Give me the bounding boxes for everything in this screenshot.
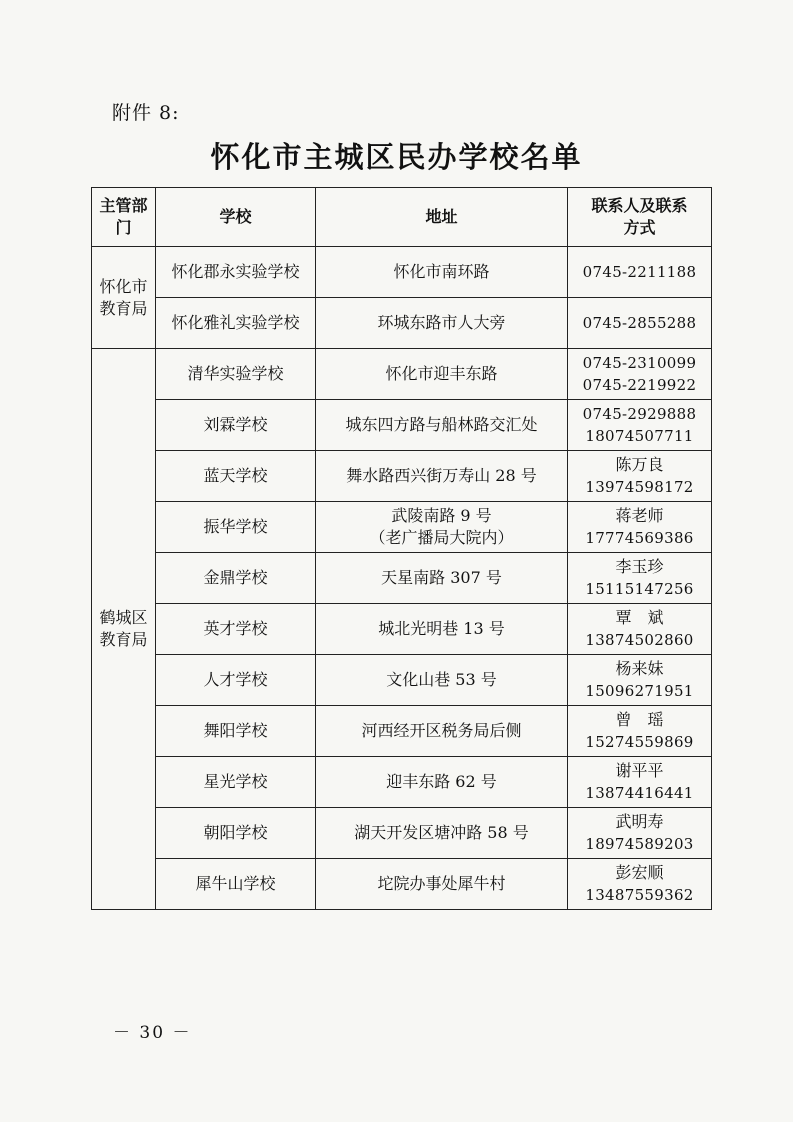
contact-cell <box>568 757 712 808</box>
school-cell: 刘霖学校 <box>156 400 316 451</box>
address-cell: 湖天开发区塘冲路 58 号 <box>316 808 568 859</box>
school-cell: 怀化郡永实验学校 <box>156 247 316 298</box>
header-contact: 联系人及联系方式 <box>568 188 712 247</box>
header-dept: 主管部门 <box>92 188 156 247</box>
address-cell: 环城东路市人大旁 <box>316 298 568 349</box>
school-cell: 人才学校 <box>156 655 316 706</box>
table-row <box>92 604 712 655</box>
address-cell: 怀化市迎丰东路 <box>316 349 568 400</box>
school-cell: 怀化雅礼实验学校 <box>156 298 316 349</box>
school-cell: 英才学校 <box>156 604 316 655</box>
address-cell: 迎丰东路 62 号 <box>316 757 568 808</box>
header-address: 地址 <box>316 188 568 247</box>
contact-line: 13974598172 <box>585 478 694 496</box>
contact-cell <box>568 808 712 859</box>
school-cell: 金鼎学校 <box>156 553 316 604</box>
contact-cell <box>568 502 712 553</box>
contact-line: 0745-2219922 <box>582 376 697 394</box>
school-cell: 星光学校 <box>156 757 316 808</box>
page-number: － 30 － <box>113 1023 192 1043</box>
contact-line: 18974589203 <box>585 835 694 853</box>
table-row <box>92 706 712 757</box>
table-row <box>92 451 712 502</box>
address-cell: 河西经开区税务局后侧 <box>316 706 568 757</box>
table-row <box>92 247 712 298</box>
contact-line: 13487559362 <box>585 886 694 904</box>
table-body <box>92 247 712 910</box>
school-cell: 犀牛山学校 <box>156 859 316 910</box>
table-row <box>92 655 712 706</box>
contact-line: 覃 斌 <box>615 608 664 627</box>
contact-cell <box>568 298 712 349</box>
address-cell: 怀化市南环路 <box>316 247 568 298</box>
table-row <box>92 400 712 451</box>
school-cell: 振华学校 <box>156 502 316 553</box>
contact-line: 17774569386 <box>585 529 694 547</box>
contact-cell <box>568 859 712 910</box>
contact-line: 13874416441 <box>585 784 694 802</box>
address-cell: 坨院办事处犀牛村 <box>316 859 568 910</box>
table-row <box>92 502 712 553</box>
contact-line: 曾 瑶 <box>615 710 664 729</box>
contact-line: 彭宏顺 <box>615 863 664 882</box>
contact-line: 李玉珍 <box>615 557 664 576</box>
table-row <box>92 553 712 604</box>
contact-line: 0745-2855288 <box>582 314 697 332</box>
contact-line: 15115147256 <box>585 580 694 598</box>
address-cell: 舞水路西兴街万寿山 28 号 <box>316 451 568 502</box>
school-cell: 朝阳学校 <box>156 808 316 859</box>
school-cell: 舞阳学校 <box>156 706 316 757</box>
contact-line: 蒋老师 <box>615 506 664 525</box>
contact-line: 谢平平 <box>615 761 664 780</box>
contact-line: 陈万良 <box>615 455 664 474</box>
table-row <box>92 349 712 400</box>
contact-cell <box>568 655 712 706</box>
contact-line: 15096271951 <box>585 682 694 700</box>
contact-line: 0745-2310099 <box>582 354 697 372</box>
contact-line: 0745-2211188 <box>582 263 697 281</box>
contact-cell <box>568 553 712 604</box>
school-cell: 清华实验学校 <box>156 349 316 400</box>
attachment-label: 附件 8: <box>112 102 180 124</box>
address-cell: 天星南路 307 号 <box>316 553 568 604</box>
school-cell: 蓝天学校 <box>156 451 316 502</box>
contact-cell <box>568 247 712 298</box>
dept-cell: 怀化市教育局 <box>92 247 156 349</box>
address-cell: 城北光明巷 13 号 <box>316 604 568 655</box>
contact-line: 18074507711 <box>585 427 694 445</box>
table-row <box>92 859 712 910</box>
contact-cell <box>568 349 712 400</box>
contact-line: 武明寿 <box>615 812 664 831</box>
school-roster-table <box>91 187 712 910</box>
contact-cell <box>568 604 712 655</box>
contact-line: 15274559869 <box>585 733 694 751</box>
table-row <box>92 757 712 808</box>
contact-line: 13874502860 <box>585 631 694 649</box>
page-title: 怀化市主城区民办学校名单 <box>210 140 583 174</box>
table-row <box>92 808 712 859</box>
dept-cell: 鹤城区教育局 <box>92 349 156 910</box>
contact-line: 杨来妹 <box>615 659 664 678</box>
contact-cell <box>568 451 712 502</box>
address-cell: 文化山巷 53 号 <box>316 655 568 706</box>
table-row <box>92 298 712 349</box>
header-school: 学校 <box>156 188 316 247</box>
address-cell: 城东四方路与船林路交汇处 <box>316 400 568 451</box>
contact-cell <box>568 706 712 757</box>
contact-line: 0745-2929888 <box>582 405 697 423</box>
contact-cell <box>568 400 712 451</box>
table-header-row <box>92 188 712 247</box>
address-cell: 武陵南路 9 号 （老广播局大院内） <box>316 502 568 553</box>
